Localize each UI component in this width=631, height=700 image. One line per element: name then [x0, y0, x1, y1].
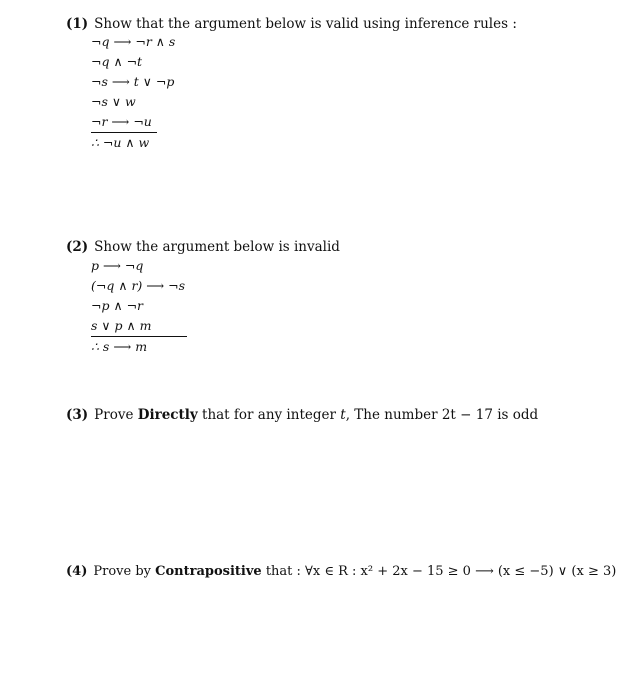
- problem-2: [66, 241, 340, 255]
- premise-2-2: (¬q ∧ r) ⟶ ¬s: [91, 278, 186, 293]
- premise-2-4: s ∨ p ∧ m: [91, 318, 152, 333]
- problem-3-var: t: [340, 407, 346, 423]
- problem-3: [66, 409, 538, 423]
- problem-2-argument: [91, 256, 187, 357]
- problem-1-argument: [91, 32, 175, 153]
- problem-2-number: (2): [66, 239, 89, 255]
- premise-1-2: ¬q ∧ ¬t: [91, 54, 143, 69]
- problem-1: [66, 18, 517, 32]
- problem-4: [66, 565, 616, 578]
- problem-4-number: (4): [66, 564, 88, 579]
- problem-4-bold: Contrapositive: [155, 564, 262, 579]
- problem-1-number: (1): [66, 16, 89, 32]
- problem-4-text-pre: Prove by: [93, 564, 151, 579]
- premise-1-1: ¬q ⟶ ¬r ∧ s: [91, 34, 176, 49]
- problem-3-text-mid: that for any integer: [202, 407, 336, 423]
- problem-3-text-post: , The number 2t − 17 is odd: [345, 407, 539, 423]
- premise-2-1: p ⟶ ¬q: [91, 258, 144, 273]
- problem-3-text-pre: Prove: [94, 407, 134, 423]
- premise-1-4: ¬s ∨ w: [91, 94, 136, 109]
- problem-1-statement: Show that the argument below is valid using inference rules :: [94, 16, 517, 32]
- problem-2-statement: Show the argument below is invalid: [94, 239, 340, 255]
- premise-2-3: ¬p ∧ ¬r: [91, 298, 144, 313]
- conclusion-2: ∴ s ⟶ m: [91, 339, 148, 354]
- conclusion-1: ∴ ¬u ∧ w: [91, 135, 150, 150]
- problem-3-number: (3): [66, 407, 89, 423]
- premise-1-3: ¬s ⟶ t ∨ ¬p: [91, 74, 175, 89]
- problem-4-text-post: that : ∀x ∈ R : x² + 2x − 15 ≥ 0 ⟶ (x ≤ −5) ∨ (x ≥ 3): [265, 564, 617, 579]
- problem-3-bold: Directly: [137, 407, 198, 423]
- premise-1-5: ¬r ⟶ ¬u: [91, 114, 152, 129]
